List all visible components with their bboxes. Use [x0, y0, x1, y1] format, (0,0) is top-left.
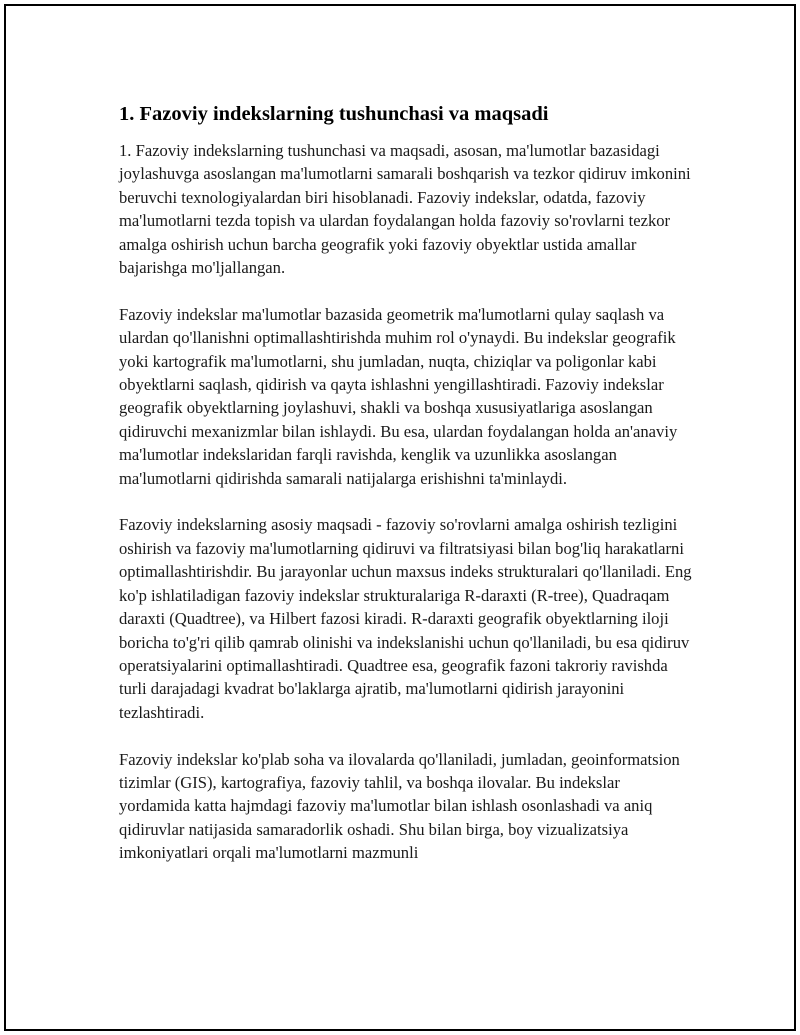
paragraph-4: Fazoviy indekslar ko'plab soha va ilovalarda qo'llaniladi, jumladan, geoinformatsion tizimlar (GIS), kartografiya, fazoviy tahlil, va boshqa ilovalar. Bu indekslar yordamida katta hajmdagi fazoviy ma'lumotlar bilan ishlash osonlashadi va aniq qidiruvlar natijasida samaradorlik oshadi. Shu bilan birga, boy vizualizatsiya imkoniyatlari orqali ma'lumotlarni mazmunli — [119, 749, 680, 863]
paragraph-3: Fazoviy indekslarning asosiy maqsadi - fazoviy so'rovlarni amalga oshirish tezligini oshirish va fazoviy ma'lumotlarning qidiruvi va filtratsiyasi bilan bog'liq harakatlarni optimallashtirishdir. Bu jarayonlar uchun maxsus indeks strukturalari qo'llaniladi. Eng ko'p ishlatiladigan fazoviy indekslar strukturalariga R-daraxti (R-tree), Quadraqam daraxti (Quadtree), va Hilbert fazosi kiradi. R-daraxti geografik obyektlarning iloji boricha to'g'ri qilib qamrab olinishi va indekslanishi uchun qo'llaniladi, bu esa qidiruv operatsiyalarini optimallashtiradi. Quadtree esa, geografik fazoni takroriy ravishda turli darajadagi kvadrat bo'laklarga ajratib, ma'lumotlarni qidirish jarayonini tezlashtiradi. — [119, 515, 692, 722]
paragraph-1: 1. Fazoviy indekslarning tushunchasi va maqsadi, asosan, ma'lumotlar bazasidagi joylashuvga asoslangan ma'lumotlarni samarali boshqarish va tezkor qidiruv imkonini beruvchi texnologiyalardan biri hisoblanadi. Fazoviy indekslar, odatda, fazoviy ma'lumotlarni tezda topish va ulardan foydalangan holda fazoviy so'rovlarni tezkor amalga oshirish uchun barcha geografik yoki fazoviy obyektlar ustida amallar bajarishga mo'ljallangan. — [119, 141, 691, 278]
document-body — [119, 101, 694, 888]
section-heading: 1. Fazoviy indekslarning tushunchasi va maqsadi — [119, 103, 549, 125]
document-page — [4, 4, 796, 1031]
paragraph-2: Fazoviy indekslar ma'lumotlar bazasida geometrik ma'lumotlarni qulay saqlash va ulardan qo'llanishni optimallashtirishda muhim rol o'ynaydi. Bu indekslar geografik yoki kartografik ma'lumotlarni, shu jumladan, nuqta, chiziqlar va poligonlar kabi obyektlarni saqlash, qidirish va qayta ishlashni yengillashtiradi. Fazoviy indekslar geografik obyektlarning joylashuvi, shakli va boshqa xususiyatlariga asoslangan qidiruvchi mexanizmlar bilan ishlaydi. Bu esa, ulardan foydalangan holda an'anaviy ma'lumotlar indekslaridan farqli ravishda, kenglik va uzunlikka asoslangan ma'lumotlarni qidirishda samarali natijalarga erishishni ta'minlaydi. — [119, 304, 678, 488]
